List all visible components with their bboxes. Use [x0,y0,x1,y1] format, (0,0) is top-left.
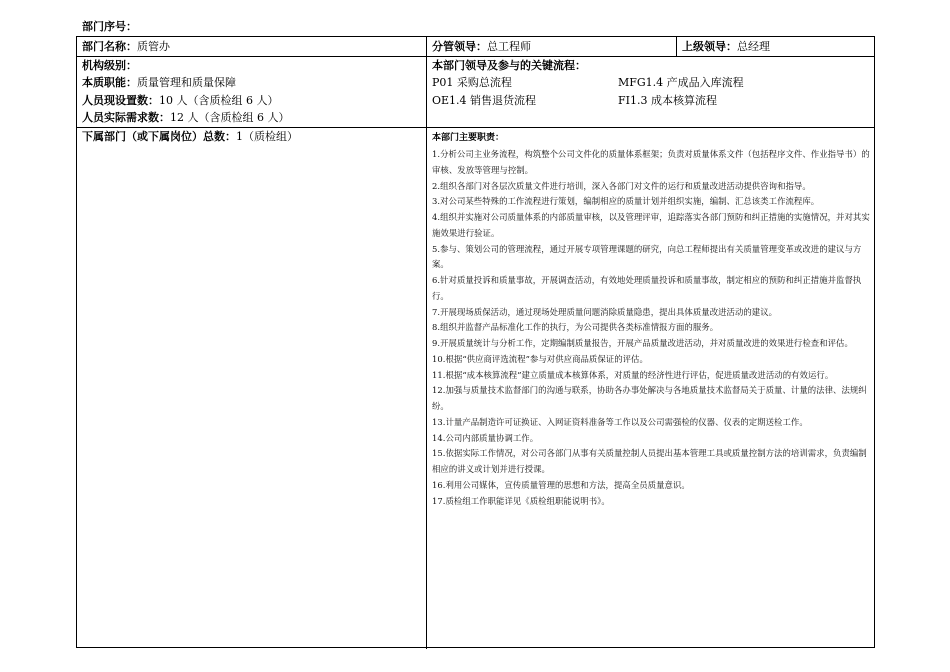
duty-item: 9.开展质量统计与分析工作，定期编制质量报告，开展产品质量改进活动，并对质量改进的效果进行检查和评估。 [432,338,853,348]
duty-item: 4.组织并实施对公司质量体系的内部质量审核，以及管理评审，追踪落实各部门预防和纠正措施的实施情况，并对其实施效果进行验证。 [432,212,870,238]
duty-item: 14.公司内部质量协调工作。 [432,432,539,443]
dept-name-value: 质管办 [137,40,170,53]
duty-item: 5.参与、策划公司的管理流程，通过开展专项管理课题的研究，向总工程师提出有关质量管理变革或改进的建议与方案。 [432,243,862,270]
staff-needed-label: 人员实际需求数： [82,111,170,124]
duty-item: 8.组织并监督产品标准化工作的执行，为公司提供各类标准情报方面的服务。 [432,322,719,333]
subordinates-label: 下属部门（或下属岗位）总数： [82,130,236,143]
info-row [77,57,874,128]
essence-label: 本质职能： [82,76,137,89]
org-info-cell [77,57,427,127]
staff-current-line [82,94,279,108]
staff-current-label: 人员现设置数： [82,94,159,107]
duties-list [432,147,872,509]
superior-value: 总经理 [737,40,770,53]
page-heading: 部门序号： [82,20,137,33]
process-item: OE1.4 销售退货流程 [432,94,537,107]
dept-name-label: 部门名称： [82,40,137,53]
duty-item: 11.根据“成本核算流程”建立质量成本核算体系，对质量的经济性进行评估，促进质量改进活动的有效运行。 [432,369,834,380]
essence-line [82,76,236,90]
staff-current-value: 10 人（含质检组 6 人） [159,94,279,107]
duty-item: 16.利用公司媒体，宣传质量管理的思想和方法，提高全员质量意识。 [432,479,690,490]
subordinates-line [82,130,298,144]
supervisor-cell [427,37,677,56]
superior-cell [677,37,874,56]
dept-name-line [82,40,170,54]
staff-needed-value: 12 人（含质检组 6 人） [170,111,290,124]
process-item: FI1.3 成本核算流程 [618,94,717,107]
subordinates-value: 1（质检组） [236,130,298,143]
subordinates-cell [77,128,427,649]
duty-item: 12.加强与质量技术监督部门的沟通与联系，协助各办事处解决与各地质量技术监督局关于质量、计量的法律、法规纠纷。 [432,385,867,411]
duty-item: 10.根据“供应商评选流程”参与对供应商品质保证的评估。 [432,353,648,364]
duties-title: 本部门主要职责： [432,133,505,143]
supervisor-value: 总工程师 [487,40,531,53]
superior-label: 上级领导： [682,40,737,53]
duties-cell [427,128,874,649]
processes-cell [427,57,874,127]
duty-item: 3.对公司某些特殊的工作流程进行策划，编制相应的质量计划并组织实施，编制、汇总该类工作流程库。 [432,196,820,207]
staff-needed-line [82,111,290,125]
duty-item: 6.针对质量投诉和质量事故，开展调查活动，有效地处理质量投诉和质量事故，制定相应的预防和纠正措施并监督执行。 [432,275,862,301]
supervisor-line [432,40,531,54]
process-item: P01 采购总流程 [432,76,512,89]
duty-item: 1.分析公司主业务流程，构筑整个公司文件化的质量体系框架；负责对质量体系文件（包括程序文件、作业指导书）的审核、发放等管理与控制。 [432,149,870,175]
process-item: MFG1.4 产成品入库流程 [618,76,744,89]
duty-item: 13.计量产品制造许可证换证、入网证资料准备等工作以及公司需强检的仪器、仪表的定期送检工作。 [432,416,808,427]
job-description-table [76,36,875,648]
duty-item: 17.质检组工作职能详见《质检组职能说明书》。 [432,495,610,506]
header-row [77,37,874,57]
duty-item: 15.依据实际工作情况，对公司各部门从事有关质量控制人员提出基本管理工具或质量控制方法的培训需求，负责编制相应的讲义或计划并进行授课。 [432,448,867,474]
duty-item: 7.开展现场质保活动，通过现场处理质量问题消除质量隐患，提出具体质量改进活动的建议。 [432,306,778,317]
duty-item: 2.组织各部门对各层次质量文件进行培训，深入各部门对文件的运行和质量改进活动提供咨询和指导。 [432,180,811,191]
superior-line [682,40,770,54]
essence-value: 质量管理和质量保障 [137,76,236,89]
duties-row [77,128,874,649]
dept-name-cell [77,37,427,56]
supervisor-label: 分管领导： [432,40,487,53]
org-level-label: 机构级别： [82,59,137,72]
processes-label: 本部门领导及参与的关键流程： [432,59,586,72]
